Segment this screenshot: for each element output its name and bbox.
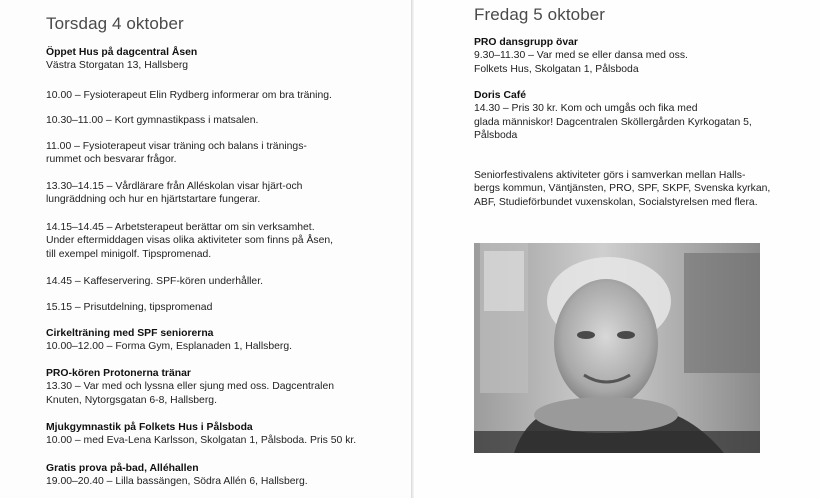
event-line: Knuten, Nytorgsgatan 6-8, Hallsberg. [46, 394, 217, 406]
photo-illustration [474, 243, 760, 453]
event-line: bergs kommun, Väntjänsten, PRO, SPF, SKPF, Svenska kyrkan, [474, 183, 771, 195]
event-circuit-training [46, 327, 292, 354]
event-title: Öppet Hus på dagcentral Åsen [46, 47, 198, 58]
event-title: Cirkelträning med SPF seniorerna [46, 328, 214, 339]
collaboration-note [474, 169, 770, 209]
event-line: 15.15 – Prisutdelning, tipspromenad [46, 302, 213, 313]
right-page [414, 0, 820, 498]
event-line: Västra Storgatan 13, Hallsberg [46, 60, 189, 72]
event-title: Gratis prova på-bad, Alléhallen [46, 463, 199, 474]
event-line: Under eftermiddagen visas olika aktiviteter som finns på Åsen, [46, 235, 334, 247]
event-prize [46, 301, 212, 314]
event-physio-training [46, 140, 307, 167]
event-line: till exempel minigolf. Tipspromenad. [46, 248, 212, 260]
event-line: Folkets Hus, Skolgatan 1, Pålsboda [474, 63, 639, 75]
event-line: 14.15–14.45 – Arbetsterapeut berättar om sin verksamhet. [46, 222, 315, 233]
event-line: 10.30–11.00 – Kort gymnastikpass i matsalen. [46, 115, 259, 126]
event-gym-pass [46, 114, 258, 127]
event-coffee [46, 275, 263, 288]
event-doris-cafe [474, 89, 752, 143]
event-swim [46, 462, 308, 489]
event-line: 10.00 – med Eva-Lena Karlsson, Skolgatan 1, Pålsboda. Pris 50 kr. [46, 435, 357, 447]
event-title: Mjukgymnastik på Folkets Hus i Pålsboda [46, 422, 253, 433]
day-title-friday: Fredag 5 oktober [474, 5, 606, 24]
event-occupational-therapist [46, 221, 333, 261]
event-choir [46, 367, 334, 407]
event-line: rummet och besvarar frågor. [46, 154, 177, 166]
day-title-thursday: Torsdag 4 oktober [46, 14, 184, 33]
event-line: ABF, Studieförbundet vuxenskolan, Socialstyrelsen med flera. [474, 196, 758, 208]
event-line: 10.00 – Fysioterapeut Elin Rydberg informerar om bra träning. [46, 90, 332, 101]
event-open-house [46, 46, 197, 73]
event-soft-gym [46, 421, 356, 448]
event-line: 9.30–11.30 – Var med se eller dansa med oss. [474, 50, 688, 62]
event-line: 11.00 – Fysioterapeut visar träning och balans i tränings- [46, 141, 307, 152]
event-line: 14.30 – Pris 30 kr. Kom och umgås och fika med [474, 103, 698, 115]
event-line: 10.00–12.00 – Forma Gym, Esplanaden 1, Hallsberg. [46, 341, 293, 353]
event-line: 13.30–14.15 – Vårdlärare från Alléskolan visar hjärt-och [46, 181, 303, 192]
event-line: glada människor! Dagcentralen Sköllergården Kyrkogatan 5, [474, 116, 752, 128]
event-title: PRO dansgrupp övar [474, 37, 578, 48]
event-title: Doris Café [474, 90, 526, 101]
event-line: lungräddning och hur en hjärtstartare fungerar. [46, 194, 261, 206]
event-cpr [46, 180, 302, 207]
event-line: 19.00–20.40 – Lilla bassängen, Södra Allén 6, Hallsberg. [46, 476, 308, 488]
event-line: 14.45 – Kaffeservering. SPF-kören underhåller. [46, 276, 263, 287]
event-physio-info [46, 89, 332, 102]
event-dance-group [474, 36, 688, 76]
event-line: Pålsboda [474, 130, 518, 142]
photo-elderly-woman [474, 243, 760, 453]
event-line: 13.30 – Var med och lyssna eller sjung med oss. Dagcentralen [46, 381, 335, 393]
event-line: Seniorfestivalens aktiviteter görs i samverkan mellan Halls- [474, 170, 746, 181]
event-title: PRO-kören Protonerna tränar [46, 368, 191, 379]
